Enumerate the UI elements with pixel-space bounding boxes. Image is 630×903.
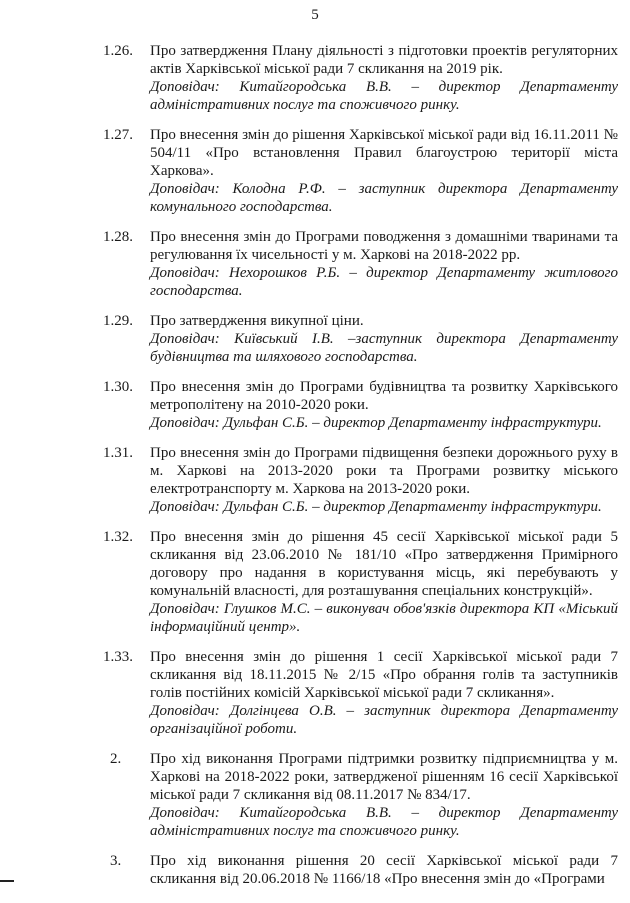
- page-number: 5: [311, 7, 319, 23]
- item-number: 1.32.: [103, 529, 133, 545]
- item-title: Про внесення змін до рішення Харківської міської ради від 16.11.2011 № 504/11 «Про встановлення Правил благоустрою території міста Харкова».: [150, 127, 618, 179]
- agenda-item: [0, 228, 630, 300]
- agenda-item: [0, 648, 630, 738]
- item-speaker: Доповідач: Колодна Р.Ф. – заступник директора Департаменту комунального господарства.: [150, 181, 618, 215]
- agenda-item: [0, 852, 630, 888]
- item-number: 1.31.: [103, 445, 133, 461]
- item-number: 2.: [110, 751, 122, 767]
- item-title: Про внесення змін до рішення 1 сесії Харківської міської ради 7 скликання від 18.11.2015 № 2/15 «Про обрання голів та заступників голів постійних комісій Харківської міської ради 7 скликання».: [150, 649, 618, 701]
- item-title: Про внесення змін до Програми підвищення безпеки дорожнього руху в м. Харкові на 2013-2020 роки та Програми розвитку міського електротранспорту м. Харкова на 2013-2020 роки.: [150, 445, 618, 497]
- agenda-item: [0, 42, 630, 114]
- agenda-item: [0, 444, 630, 516]
- item-title: Про хід виконання рішення 20 сесії Харківської міської ради 7 скликання від 20.06.2018 № 1166/18 «Про внесення змін до «Програми: [150, 853, 618, 887]
- item-speaker: Доповідач: Глушков М.С. – виконувач обов'язків директора КП «Міський інформаційний центр».: [150, 601, 618, 635]
- item-speaker: Доповідач: Долгінцева О.В. – заступник директора Департаменту організаційної роботи.: [150, 703, 618, 737]
- agenda-item: [0, 750, 630, 840]
- item-title: Про хід виконання Програми підтримки розвитку підприємництва у м. Харкові на 2018-2022 роки, затвердженої рішенням 16 сесії Харківської міської ради 7 скликання від 08.11.2017 № 834/17.: [150, 751, 618, 803]
- agenda-item: [0, 126, 630, 216]
- agenda-item: [0, 312, 630, 366]
- item-title: Про затвердження викупної ціни.: [150, 313, 364, 329]
- item-number: 1.29.: [103, 313, 133, 329]
- item-title: Про внесення змін до Програми будівництва та розвитку Харківського метрополітену на 2010-2020 роки.: [150, 379, 618, 413]
- agenda-item: [0, 378, 630, 432]
- item-title: Про затвердження Плану діяльності з підготовки проектів регуляторних актів Харківської міської ради 7 скликання на 2019 рік.: [150, 43, 618, 77]
- item-number: 1.27.: [103, 127, 133, 143]
- agenda-item: [0, 528, 630, 636]
- margin-mark: [0, 880, 14, 882]
- item-speaker: Доповідач: Київський І.В. –заступник директора Департаменту будівництва та шляхового господарства.: [150, 331, 618, 365]
- agenda-list: [0, 42, 630, 900]
- item-number: 3.: [110, 853, 122, 869]
- item-title: Про внесення змін до Програми поводження з домашніми тваринами та регулювання їх чисельності у м. Харкові на 2018-2022 рр.: [150, 229, 618, 263]
- item-title: Про внесення змін до рішення 45 сесії Харківської міської ради 5 скликання від 23.06.2010 № 181/10 «Про затвердження Примірного договору про надання в користування місць, які перебувають у комунальній власності, для розташування спеціальних конструкцій».: [150, 529, 618, 599]
- item-number: 1.26.: [103, 43, 133, 59]
- item-number: 1.30.: [103, 379, 133, 395]
- item-number: 1.28.: [103, 229, 133, 245]
- item-speaker: Доповідач: Китайгородська В.В. – директор Департаменту адміністративних послуг та споживчого ринку.: [150, 805, 618, 839]
- item-speaker: Доповідач: Дульфан С.Б. – директор Департаменту інфраструктури.: [150, 499, 602, 515]
- item-speaker: Доповідач: Нехорошков Р.Б. – директор Департаменту житлового господарства.: [150, 265, 618, 299]
- item-speaker: Доповідач: Китайгородська В.В. – директор Департаменту адміністративних послуг та споживчого ринку.: [150, 79, 618, 113]
- item-number: 1.33.: [103, 649, 133, 665]
- item-speaker: Доповідач: Дульфан С.Б. – директор Департаменту інфраструктури.: [150, 415, 602, 431]
